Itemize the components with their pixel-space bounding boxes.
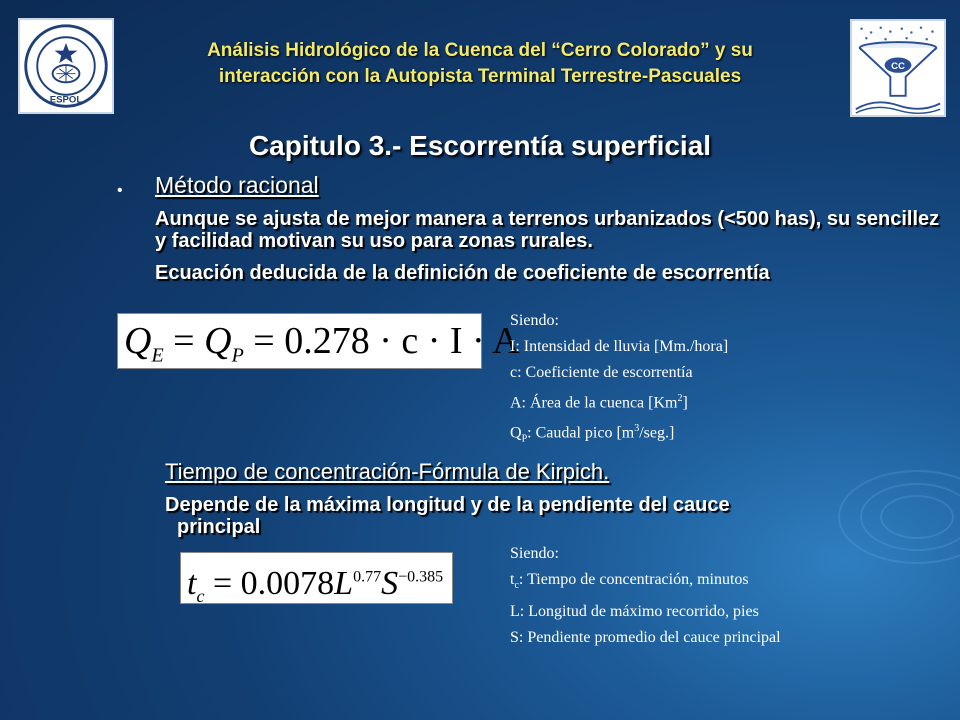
- kirpich-legend: [510, 541, 781, 651]
- rational-legend: [510, 308, 728, 453]
- formula-rhs: = 0.278 · c · I · A: [253, 320, 520, 362]
- legend-title: Siendo:: [510, 312, 559, 329]
- formula-q: Q: [124, 320, 152, 362]
- legend-item-c: c: Coeficiente de escorrentía: [510, 364, 693, 381]
- legend-item-tc: $t_c$: Tiempo de concentración, minutos: [510, 571, 749, 592]
- svg-text:CC: CC: [891, 60, 905, 72]
- formula-sub-p: P: [231, 344, 244, 367]
- kirpich-formula-link[interactable]: Tiempo de concentración-Fórmula de Kirpich.: [165, 459, 610, 484]
- kirpich-formula: $t_c = 0.0078L^{0.77}S^{-0.385}$: [180, 552, 453, 604]
- legend-item-qp: $Q_P$: Caudal pico $[m^3/seg.]$: [510, 423, 675, 445]
- formula-q: Q: [204, 320, 232, 362]
- svg-text:ESPOL: ESPOL: [49, 94, 83, 106]
- presentation-header: [130, 38, 830, 90]
- metodo-racional-link[interactable]: Método racional: [155, 172, 319, 198]
- espol-logo: [18, 18, 114, 114]
- header-line-2: interacción con la Autopista Terminal Terrestre-Pascuales: [218, 66, 742, 87]
- header-line-1: Análisis Hidrológico de la Cuenca del “Cerro Colorado” y su: [207, 40, 753, 61]
- legend-item-s: S: Pendiente promedio del cauce principal: [510, 629, 781, 647]
- paragraph-kirpich-description: Depende de la máxima longitud y de la pendiente del cauce principal: [165, 494, 730, 538]
- legend-title: Siendo:: [510, 545, 559, 562]
- legend-item-l: L: Longitud de máximo recorrido, pies: [510, 603, 759, 621]
- legend-item-i: I: Intensidad de lluvia [Mm./hora]: [510, 338, 729, 355]
- formula-sub-e: E: [151, 344, 164, 367]
- paragraph-method-description: Aunque se ajusta de mejor manera a terrenos urbanizados (<500 has), su sencillez y facilidad motivan su uso para zonas rurales.: [155, 208, 940, 252]
- cc-funnel-logo: [850, 19, 946, 117]
- slide-title: Capitulo 3.- Escorrentía superficial: [248, 130, 712, 161]
- bullet-icon: •: [117, 182, 123, 199]
- rational-formula: $Q_E = Q_P = 0.278 \cdot c \cdot I \cdot A$: [117, 313, 482, 369]
- legend-item-a: A: Área de la cuenca [Km$^2$]: [510, 393, 688, 412]
- paragraph-equation-intro: Ecuación deducida de la definición de coeficiente de escorrentía: [155, 262, 770, 284]
